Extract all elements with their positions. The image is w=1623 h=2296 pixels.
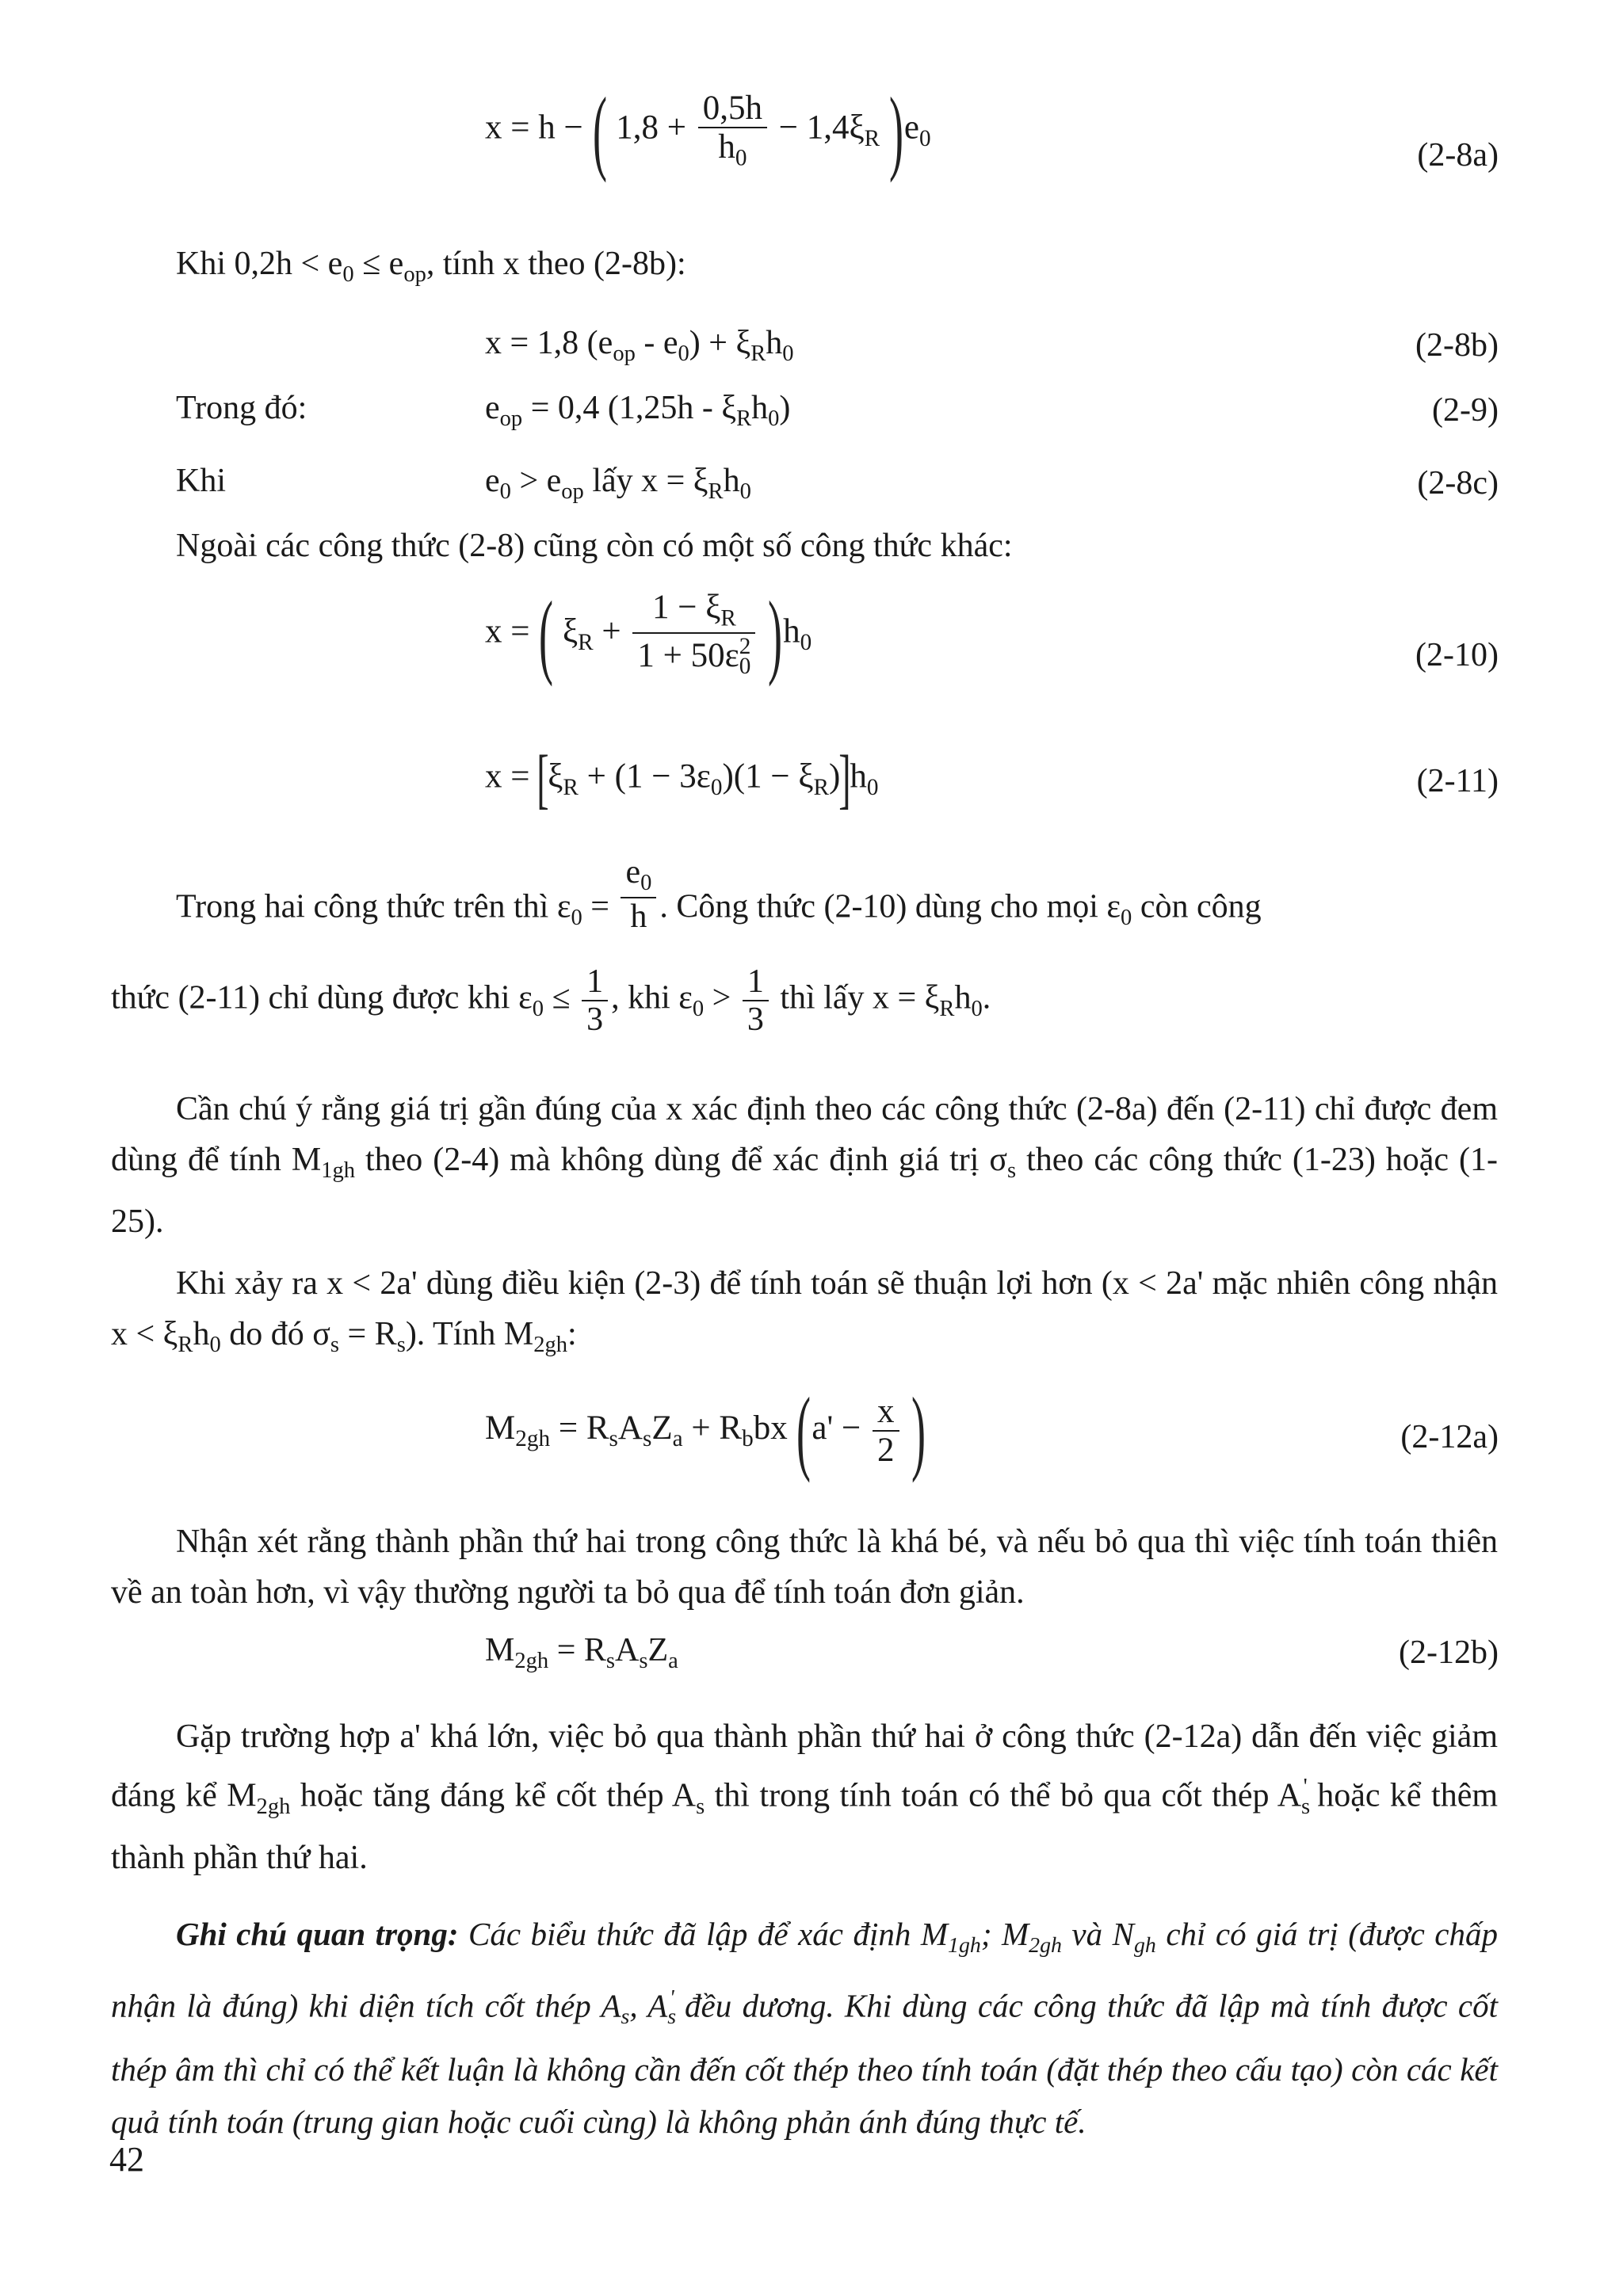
sub: s [667,2004,677,2030]
sub: R [708,479,724,505]
sub: R [578,629,594,655]
paragraph [111,1711,1498,1883]
text: h [193,1316,210,1352]
eq-term: Z [651,1409,673,1447]
sub: gh [1133,1932,1156,1958]
sub: s [696,1794,705,1819]
text: h [751,390,769,426]
text: đều dương. Khi dùng các công thức đã lập mà tính được cốt thép âm thì chỉ có thể kết luận là không cần đến cốt thép theo tính toán (đặt thép theo cấu tạo) còn các kết quả tính toán (trung gian hoặc cuối cùng) là không phản ánh đúng thực tế. [111,1987,1498,2141]
eq-term: − 1,4ξ [778,109,865,147]
equation-number: (2-12a) [1400,1419,1499,1455]
eq-term: Z [647,1632,669,1669]
equation-number: (2-9) [1432,392,1499,429]
sub: R [750,341,766,367]
right-bracket: ] [838,742,852,816]
eq-term: M [485,1632,515,1669]
sub: R [813,774,829,800]
sub: 0 [800,629,812,655]
eq-term: h [850,757,867,795]
sub: 0 [571,905,582,930]
right-paren: ) [768,581,783,687]
sub: R [736,406,752,432]
note-label: Ghi chú quan trọng: [176,1916,459,1952]
sup: ' [669,1985,674,2010]
text: ≤ e [353,246,404,282]
fraction [698,91,767,170]
sub: 2gh [533,1333,568,1358]
paragraph: Nhận xét rằng thành phần thứ hai trong công thức là khá bé, và nếu bỏ qua thì việc tính toán thiên về an toàn hơn, vì vậy thường người ta bỏ qua để tính toán đơn giản. [111,1524,1498,1611]
text: còn công [1132,888,1262,925]
equation-2-9 [485,391,790,431]
sub: 2gh [514,1649,549,1674]
paragraph [111,1084,1498,1247]
right-paren: ) [888,77,903,183]
text: ) [779,390,791,426]
sub: 0 [918,126,931,152]
text: ≤ [544,979,571,1016]
sub: 0 [678,341,689,367]
text: hoặc tăng đáng kể cốt thép A [290,1777,697,1814]
eq-term: = R [548,1632,606,1669]
eq-term: bx [753,1409,788,1447]
equation-number: (2-8b) [1415,327,1499,364]
fraction [582,965,608,1036]
sub: 0 [532,996,544,1021]
text: ) + ξ [689,325,751,361]
fraction [632,590,755,678]
sub: b [742,1426,754,1452]
sub: 0 [866,774,879,800]
sub: s [639,1649,648,1674]
text: thức (2-11) chỉ dùng được khi ε [111,979,533,1016]
sub: s [621,2004,630,2030]
text: e [485,463,500,499]
text: hoặc kể thêm thành phần thứ hai. [111,1777,1498,1876]
sub: s [609,1426,618,1452]
numerator: 1 [582,965,608,1001]
sub: 2gh [1029,1932,1062,1958]
sub: s [1007,1158,1017,1184]
eq-term: 1,8 + [616,109,686,147]
sub: s [1301,1794,1311,1819]
den-text: 1 + 50ε [637,636,739,674]
eq-lhs: x = [485,757,530,795]
equation-2-12a [485,1378,926,1483]
paragraph [176,856,1262,933]
fraction [743,965,769,1036]
right-paren: ) [911,1378,926,1483]
text: > e [510,463,562,499]
eq-lhs: x = h − [485,109,583,147]
left-paren: ( [539,581,554,687]
label: Khi [176,463,226,499]
text: : [567,1316,577,1352]
eq-term: + R [682,1409,743,1447]
paragraph: Ngoài các công thức (2-8) cũng còn có một số công thức khác: [176,528,1013,564]
numerator: x [873,1394,899,1432]
equation-2-12b [485,1634,678,1673]
eq-term: )(1 − ξ [722,757,814,795]
sub: 0 [342,262,354,288]
text: e [485,390,500,426]
text: h [766,325,783,361]
equation-number: (2-8c) [1417,465,1499,502]
eq-term: ) [829,757,841,795]
den-text: h [718,128,735,166]
sub: s [330,1333,339,1358]
equation-2-8b [485,326,794,366]
equation-number: (2-10) [1415,637,1499,673]
sub: 0 [971,996,983,1021]
left-paren: ( [796,1378,812,1483]
label: Trong đó: [176,390,307,426]
denominator: h [630,898,647,935]
sub: R [864,126,880,152]
fraction [621,856,656,933]
sub: op [613,341,636,367]
denominator [632,634,755,679]
sub: 1gh [948,1932,981,1958]
sub: 1gh [321,1158,356,1184]
sub: 0 [739,654,751,679]
sub: op [561,479,584,505]
equation-2-11 [485,742,879,816]
text: = [582,888,609,925]
sub: s [396,1333,406,1358]
numerator: 1 [743,965,769,1001]
text: ). Tính M [405,1316,534,1352]
text: x = 1,8 (e [485,325,613,361]
eq-term: h [783,612,800,650]
sub: 0 [692,996,705,1021]
text: h [954,979,972,1016]
numerator [621,856,656,898]
text: ; M [980,1916,1029,1952]
sub: 0 [710,774,723,800]
sub: s [642,1426,652,1452]
text: lấy x = ξ [583,463,708,499]
sup: ' [1303,1775,1308,1799]
eq-term: ξ [562,612,579,650]
text: Trong hai công thức trên thì ε [176,888,571,925]
sub: s [605,1649,615,1674]
num-text: 1 − ξ [651,589,721,626]
page-number: 42 [109,2140,144,2179]
eq-term: A [615,1632,640,1669]
eq-term: + (1 − 3ε [578,757,711,795]
sub: op [403,262,426,288]
denominator: 2 [877,1432,895,1469]
denominator: 3 [586,1001,604,1038]
sub: 0 [1121,905,1132,930]
numerator: 0,5h [698,91,767,128]
text: , A [629,1987,668,2024]
fraction [873,1394,899,1467]
sub: 0 [209,1333,221,1358]
sub: R [720,605,736,631]
sup: 2 [739,633,751,659]
equation-number: (2-12b) [1399,1634,1499,1671]
text: thì lấy x = ξ [771,979,940,1016]
text: Khi 0,2h < e [176,246,343,282]
sub: 0 [640,871,652,896]
text: > [704,979,731,1016]
left-paren: ( [592,77,607,183]
text: . Công thức (2-10) dùng cho mọi ε [659,888,1121,925]
equation-number: (2-11) [1416,763,1499,799]
sub: R [178,1333,193,1358]
sub: op [499,406,523,432]
sub: 2gh [256,1794,291,1819]
eq-term: + [601,612,621,650]
text: theo (2-4) mà không dùng để xác định giá trị σ [355,1142,1008,1178]
text: - e [635,325,678,361]
num-text: e [625,854,641,891]
sub: 0 [768,406,780,432]
eq-term: e [903,109,919,147]
eq-term: A [617,1409,643,1447]
important-note [111,1908,1498,2148]
eq-term: a' − [812,1409,861,1447]
numerator [632,590,755,634]
sub: R [939,996,955,1021]
sub: 0 [739,479,751,505]
equation-2-8c [485,464,751,504]
eq-term: M [485,1409,516,1447]
sub: a [668,1649,678,1674]
equation-number: (2-8a) [1417,137,1499,174]
text: và N [1061,1916,1134,1952]
text: Khi xảy ra x < 2a' dùng điều kiện (2-3) để tính toán sẽ thuận lợi hơn (x < 2a' mặc nhiên công nhận x < ξ [111,1265,1498,1352]
text: = R [339,1316,397,1352]
sub: 0 [499,479,511,505]
sub: R [563,774,579,800]
eq-lhs: x = [485,612,530,650]
left-bracket: [ [537,742,549,816]
text: theo các công thức (1-23) hoặc (1-25). [111,1142,1498,1241]
eq-term: = R [550,1409,609,1447]
equation-2-10 [485,581,812,687]
sub: 0 [782,341,794,367]
equation-2-8a [485,77,931,183]
text: do đó σ [220,1316,330,1352]
text: Gặp trường hợp a' khá lớn, việc bỏ qua thành phần thứ hai ở công thức (2-12a) dẫn đến việc giảm đáng kể M [111,1718,1498,1814]
paragraph [111,965,991,1036]
sub: 2gh [515,1426,551,1452]
text: h [723,463,740,499]
text: = 0,4 (1,25h - ξ [522,390,737,426]
text: chỉ có giá trị (được chấp nhận là đúng) khi diện tích cốt thép A [111,1916,1498,2024]
text: , tính x theo (2-8b): [426,246,686,282]
paragraph [111,1258,1498,1371]
denominator: 3 [747,1001,764,1038]
den-sub: 0 [735,145,747,171]
paragraph [176,247,686,287]
text: thì trong tính toán có thể bỏ qua cốt thép A [705,1777,1302,1814]
text: . [982,979,991,1016]
text: Các biểu thức đã lập để xác định M [458,1916,949,1952]
text: Cần chú ý rằng giá trị gần đúng của x xác định theo các công thức (2-8a) đến (2-11) chỉ được đem dùng để tính M [111,1091,1498,1178]
denominator [698,128,767,170]
sub: a [672,1426,683,1452]
eq-term: ξ [548,757,563,795]
text: , khi ε [611,979,693,1016]
